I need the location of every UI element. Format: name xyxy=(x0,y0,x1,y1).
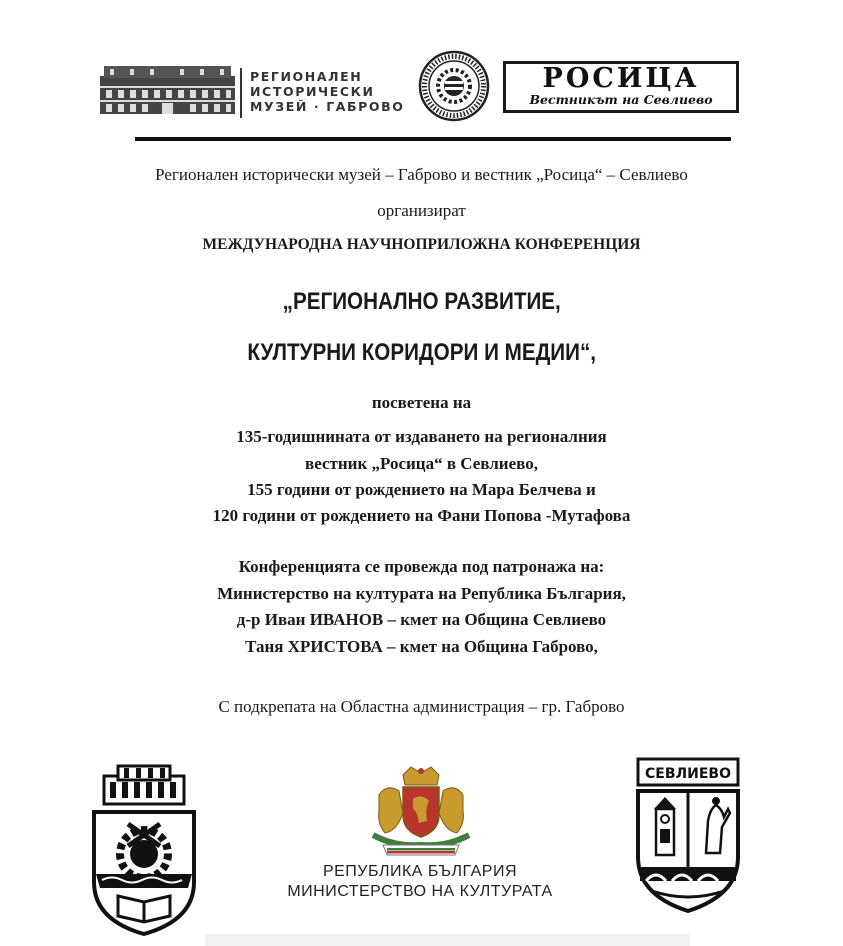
conference-title-text: „РЕГИОНАЛНО РАЗВИТИЕ, xyxy=(282,288,561,315)
header-logos xyxy=(100,48,750,138)
dedicated-line: посветена на xyxy=(371,393,472,412)
organizers-line: Регионален исторически музей – Габрово и вестник „Росица“ – Севлиево xyxy=(155,165,688,184)
logo-divider xyxy=(240,68,242,118)
support-line: С подкрепата на Областна администрация – гр. Габрово xyxy=(218,697,625,716)
newspaper-subtitle: Вестникът на Севлиево xyxy=(529,92,713,107)
gabrovo-coat-of-arms xyxy=(88,762,200,937)
conference-title-line2 xyxy=(0,339,843,367)
header-rule xyxy=(135,137,731,141)
newspaper-title: РОСИЦА xyxy=(542,63,700,94)
patron-line: Министерство на културата на Република България, xyxy=(217,584,626,603)
museum-name-line: МУЗЕЙ · ГАБРОВО xyxy=(250,99,405,114)
patron-line: Таня ХРИСТОВА – кмет на Община Габрово, xyxy=(245,637,598,656)
patron-line: д-р Иван ИВАНОВ – кмет на Община Севлиево xyxy=(236,610,607,629)
ministry-line: МИНИСТЕРСТВО НА КУЛТУРАТА xyxy=(287,883,553,900)
occasion-line: 155 години от рождението на Мара Белчева и xyxy=(247,480,596,499)
ministry-line: РЕПУБЛИКА БЪЛГАРИЯ xyxy=(322,863,518,880)
sevlievo-coat-of-arms xyxy=(632,757,744,913)
round-seal-icon xyxy=(418,50,490,122)
museum-name-line: ИСТОРИЧЕСКИ xyxy=(250,84,375,99)
occasion-line: 120 години от рождението на Фани Попова -Мутафова xyxy=(212,506,631,525)
newspaper-logo xyxy=(503,61,739,113)
occasion-line: вестник „Росица“ в Севлиево, xyxy=(305,454,538,473)
organize-verb: организират xyxy=(377,201,466,220)
conference-type: МЕЖДУНАРОДНА НАУЧНОПРИЛОЖНА КОНФЕРЕНЦИЯ xyxy=(202,236,641,253)
occasion-line: 135-годишнината от издаването на регионалния xyxy=(236,427,607,446)
museum-building-logo xyxy=(100,66,235,114)
ministry-caption xyxy=(270,862,570,902)
patronage-intro: Конференцията се провежда под патронажа на: xyxy=(238,557,605,576)
page-bottom-strip xyxy=(205,934,690,946)
bulgaria-coat-of-arms xyxy=(365,765,477,857)
museum-name xyxy=(250,69,410,114)
sevlievo-label: СЕВЛИЕВО xyxy=(645,766,731,782)
conference-title-text: КУЛТУРНИ КОРИДОРИ И МЕДИИ“, xyxy=(247,339,596,366)
museum-name-line: РЕГИОНАЛЕН xyxy=(250,69,363,84)
conference-title-line1 xyxy=(0,288,843,316)
